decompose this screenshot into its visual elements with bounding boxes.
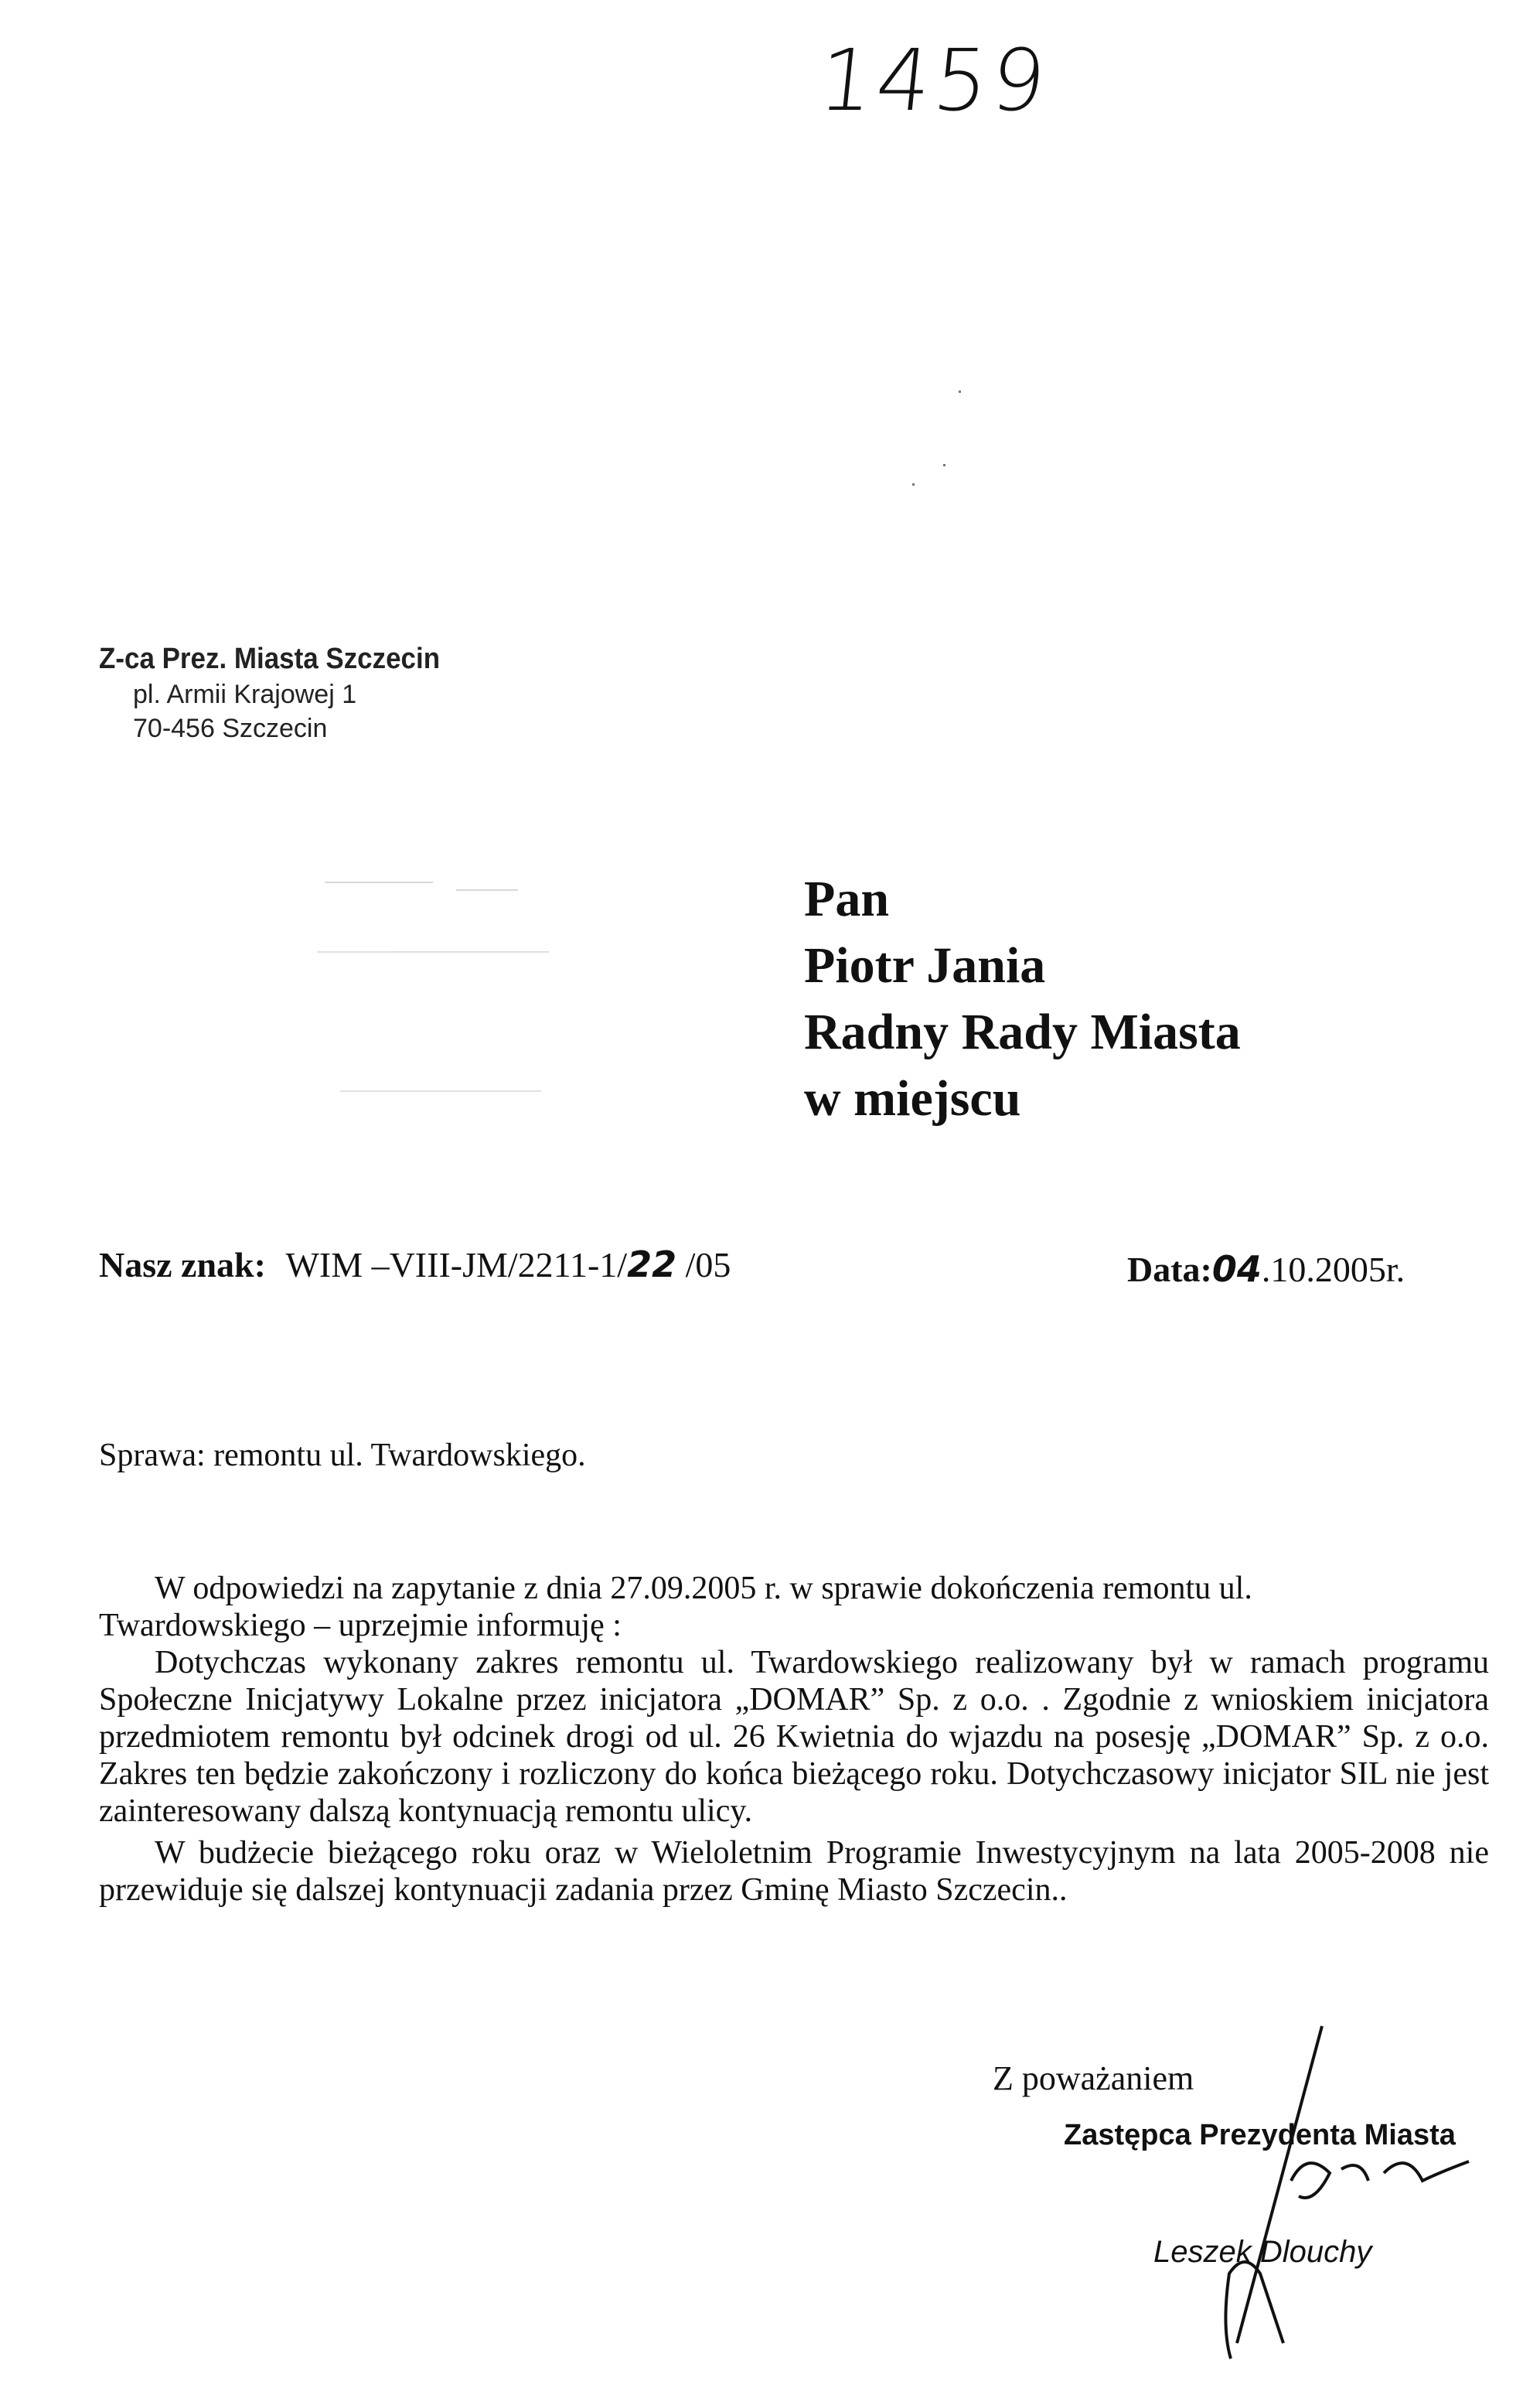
body-paragraph-1-line-2: Twardowskiego – uprzejmie informuję :: [99, 1608, 622, 1643]
faint-stamp-marks: [309, 858, 603, 1106]
stamp-line-address: pl. Armii Krajowej 1: [133, 680, 357, 709]
handwritten-document-number: 1459: [814, 31, 1054, 130]
date-line: [1127, 1248, 1405, 1290]
recipient-name: Piotr Jania: [804, 937, 1046, 994]
letter-body: [99, 1570, 1489, 1909]
body-paragraph-3: W budżecie bieżącego roku oraz w Wieloletnim Programie Inwestycyjnym na lata 2005-2008 nie przewiduje się dalszej kontynuacji zadania przez Gminę Miasto Szczecin..: [99, 1835, 1489, 1908]
sender-stamp: [99, 640, 469, 745]
recipient-location: w miejscu: [804, 1070, 1021, 1127]
scan-speck: [959, 391, 961, 393]
reference-prefix: WIM –VIII-JM/2211-1/: [285, 1245, 628, 1284]
body-paragraph-1-line-1: W odpowiedzi na zapytanie z dnia 27.09.2005 r. w sprawie dokończenia remontu ul.: [155, 1571, 1252, 1606]
reference-label: Nasz znak:: [99, 1245, 266, 1284]
reference-handwritten-number: 22: [627, 1243, 677, 1285]
signatory-title: Zastępca Prezydenta Miasta: [1064, 2119, 1456, 2151]
closing-greeting: Z poważaniem: [993, 2059, 1194, 2097]
stamp-line-office: Z-ca Prez. Miasta Szczecin: [99, 643, 441, 675]
reference-suffix: /05: [676, 1245, 731, 1284]
scan-speck: [912, 483, 915, 486]
recipient-role: Radny Rady Miasta: [804, 1004, 1241, 1060]
date-label: Data:: [1127, 1250, 1212, 1289]
reference-value: [285, 1245, 731, 1284]
body-paragraph-2: Dotychczas wykonany zakres remontu ul. Twardowskiego realizowany był w ramach programu Społeczne Inicjatywy Lokalne przez inicjatora „DOMAR” Sp. z o.o. . Zgodnie z wnioskiem inicjatora przedmiotem remontu był odcinek drogi od ul. 26 Kwietnia do wjazdu na posesję „DOMAR” Sp. z o.o. Zakres ten będzie zakończony i rozliczony do końca bieżącego roku. Dotychczasowy inicjator SIL nie jest zainteresowany dalszą kontynuacją remontu ulicy.: [99, 1645, 1489, 1829]
recipient-block: [804, 866, 1241, 1132]
handwritten-signature: [1175, 2018, 1484, 2374]
date-handwritten-day: 04: [1211, 1248, 1262, 1290]
scan-speck: [943, 464, 945, 466]
date-rest: .10.2005r.: [1261, 1250, 1405, 1289]
subject-line: Sprawa: remontu ul. Twardowskiego.: [99, 1438, 586, 1473]
reference-line: [99, 1243, 731, 1285]
stamp-line-postcode: 70-456 Szczecin: [133, 714, 328, 743]
recipient-salutation: Pan: [804, 871, 890, 927]
signatory-name: Leszek Dlouchy: [1153, 2235, 1372, 2269]
